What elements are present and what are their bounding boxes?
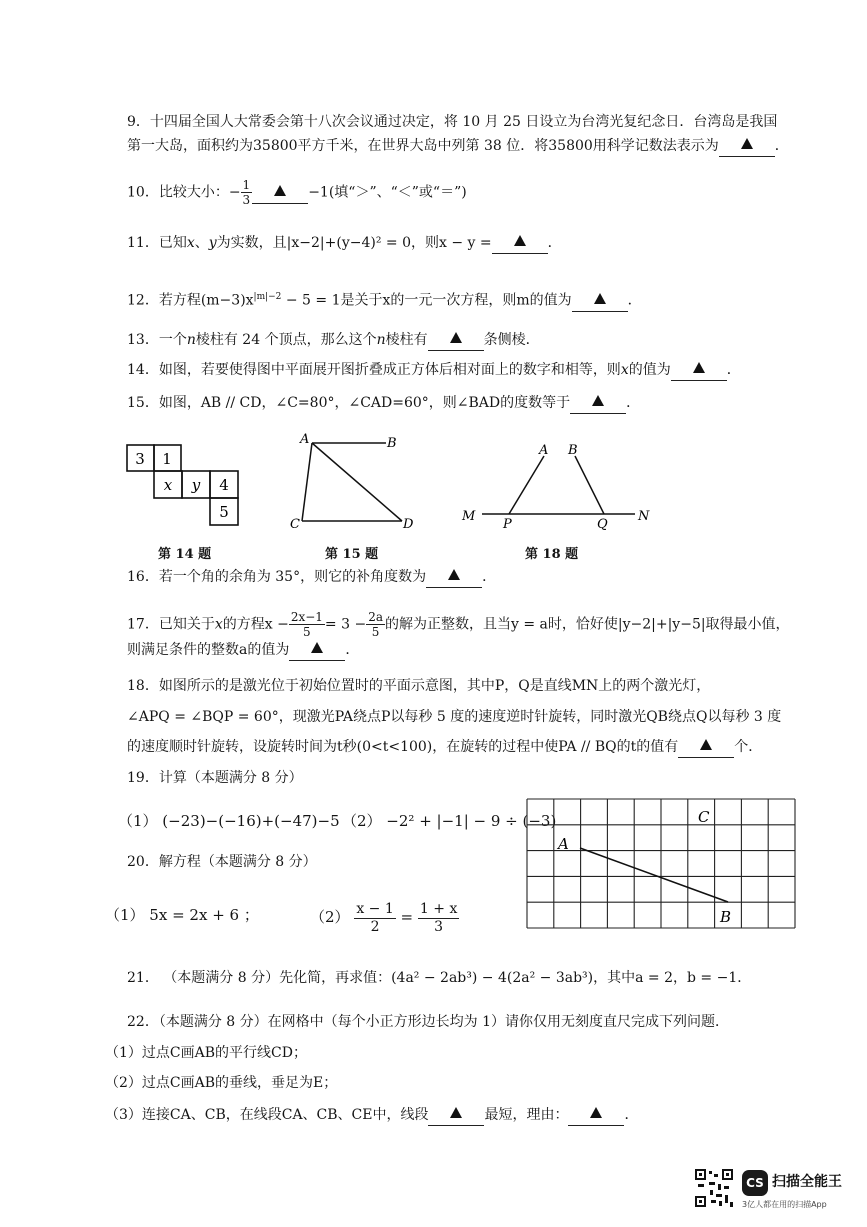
label-a: A xyxy=(300,432,310,447)
triangle-icon xyxy=(590,1107,602,1118)
q13 xyxy=(127,330,540,351)
q10-numerator: 1 xyxy=(242,178,251,192)
q14-text: 14．如图，若要使得图中平面展开图折叠成正方体后相对面上的数字和相等，则 xyxy=(127,362,621,378)
triangle-icon xyxy=(448,569,460,580)
q20-f2-den: 3 xyxy=(434,918,444,935)
grid-label-a: A xyxy=(558,835,569,853)
triangle-icon xyxy=(450,332,462,343)
label-a: A xyxy=(539,443,549,458)
q22-part3-end: ． xyxy=(624,1107,639,1123)
fig18-caption: 第 18 题 xyxy=(525,547,579,562)
q16 xyxy=(127,567,496,588)
triangle-icon xyxy=(700,739,712,750)
q17-tail: 的解为正整数，且当y = a时，恰好使|y−2|+|y−5|取得最小值， xyxy=(384,616,790,633)
q20-title: 20．解方程（本题满分 8 分） xyxy=(127,854,317,870)
label-d: D xyxy=(403,517,414,532)
triangle-icon xyxy=(311,642,323,653)
answer-blank xyxy=(426,567,482,588)
fig15-diagram xyxy=(290,430,420,535)
q10-fraction xyxy=(241,178,253,207)
net-cell: y xyxy=(191,476,201,494)
grid-label-c: C xyxy=(698,808,710,826)
q9-text: 第一大岛，面积约为35800平方千米，在世界大岛中列第 38 位．将35800用科学记数法表示为 xyxy=(127,138,719,154)
fig14-cube-net xyxy=(127,445,242,530)
q17-fraction1 xyxy=(289,610,325,639)
triangle-icon xyxy=(741,138,753,149)
q18-line2: ∠APQ = ∠BQP = 60°，现激光PA绕点P以每秒 5 度的速度逆时针旋转，同时激光QB绕点Q以每秒 3 度 xyxy=(127,709,782,725)
answer-blank xyxy=(570,393,626,414)
q16-end: ． xyxy=(482,569,497,585)
triangle-icon xyxy=(693,362,705,373)
q16-text: 16．若一个角的余角为 35°，则它的补角度数为 xyxy=(127,569,427,585)
q18-line3-text: 的速度顺时针旋转，设旋转时间为t秒(0<t<100)，在旋转的过程中使PA // BQ的t的值有 xyxy=(127,739,679,755)
triangle-icon xyxy=(592,395,604,406)
answer-blank xyxy=(678,737,734,758)
q22-part3-text: （3）连接CA、CB，在线段CA、CB、CE中，线段 xyxy=(105,1107,429,1123)
var-n: n xyxy=(186,332,196,348)
scanner-logo: CS xyxy=(742,1170,768,1196)
q17-fraction2 xyxy=(366,610,385,639)
net-cell: 3 xyxy=(135,450,145,468)
fig18-diagram xyxy=(460,436,660,536)
q20-f1-den: 2 xyxy=(370,918,380,935)
q20-f2-num: 1 + x xyxy=(419,900,458,917)
q13-lead: 13．一个 xyxy=(127,332,187,348)
q22-part3 xyxy=(105,1105,638,1126)
q20-f1-num: x − 1 xyxy=(356,900,394,917)
q17-f1-den: 5 xyxy=(303,625,311,639)
label-b: B xyxy=(387,436,397,451)
q19-part1: （1） (−23)−(−16)+(−47)−5 xyxy=(118,812,340,830)
grid-lines xyxy=(527,799,795,928)
label-p: P xyxy=(503,517,512,532)
q11 xyxy=(127,233,562,254)
q12-exponent: |m|−2 xyxy=(253,292,282,302)
q21: 21． （本题满分 8 分）先化简，再求值：(4a² − 2ab³) − 4(2a² − 3ab³)，其中a = 2，b = −1． xyxy=(127,970,752,986)
grid-label-b: B xyxy=(720,908,732,926)
q20-fraction1 xyxy=(354,901,395,936)
net-cell: 4 xyxy=(219,476,229,494)
q9-line1: 9．十四届全国人大常委会第十八次会议通过决定，将 10 月 25 日设立为台湾光复纪念日．台湾岛是我国 xyxy=(127,114,778,130)
q22-title: 22．（本题满分 8 分）在网格中（每个小正方形边长均为 1）请你仅用无刻度直尺完成下列问题． xyxy=(127,1014,729,1030)
fig14-caption: 第 14 题 xyxy=(158,547,212,562)
q11-end: ． xyxy=(547,235,562,251)
q14-end: ． xyxy=(726,362,741,378)
label-b: B xyxy=(568,443,578,458)
qr-code-icon xyxy=(694,1168,734,1208)
q20-part2 xyxy=(310,900,459,936)
q13-end: 条侧棱． xyxy=(483,332,540,348)
q20-part2-label: （2） xyxy=(310,908,350,926)
q22-part3-mid: 最短，理由： xyxy=(484,1107,569,1123)
q17-f2-num: 2a xyxy=(368,610,383,624)
q15-text: 15．如图，AB // CD，∠C=80°，∠CAD=60°，则∠BAD的度数等于 xyxy=(127,395,571,411)
q22-part1: （1）过点C画AB的平行线CD； xyxy=(105,1045,307,1061)
segment-ab xyxy=(580,848,728,902)
q17-line2-text: 则满足条件的整数a的值为 xyxy=(127,642,290,658)
q17-lead: 17．已知关于 xyxy=(127,616,215,633)
q9-line2 xyxy=(127,136,789,157)
q13-mid: 棱柱有 24 个顶点，那么这个 xyxy=(195,332,377,348)
answer-blank xyxy=(289,640,345,661)
q15-end: ． xyxy=(626,395,641,411)
q17-end: ． xyxy=(345,642,360,658)
q12 xyxy=(127,287,642,312)
triangle-icon xyxy=(514,235,526,246)
var-y: y xyxy=(208,235,217,251)
q17-f2-den: 5 xyxy=(371,625,380,639)
var-x: x xyxy=(214,616,223,633)
q17-line2 xyxy=(127,640,359,661)
q11-sep: 、 xyxy=(194,235,209,251)
grid-figure xyxy=(526,798,796,929)
q18-end: 个． xyxy=(734,739,763,755)
net-cell: 5 xyxy=(219,503,229,521)
q12-end: ． xyxy=(627,292,642,309)
label-q: Q xyxy=(597,517,608,532)
answer-blank xyxy=(492,233,548,254)
q18-line1: 18．如图所示的是激光位于初始位置时的平面示意图，其中P，Q是直线MN上的两个激光灯， xyxy=(127,678,711,694)
answer-blank xyxy=(572,291,628,312)
q11-lead: 11．已知 xyxy=(127,235,187,251)
net-cell: 1 xyxy=(162,450,172,468)
var-x: x xyxy=(620,362,629,378)
q12-lead: 12．若方程(m−3)x xyxy=(127,292,254,309)
label-n: N xyxy=(638,509,650,524)
answer-blank xyxy=(252,183,308,204)
fig15-caption: 第 15 题 xyxy=(325,547,379,562)
q17-f1-num: 2x−1 xyxy=(290,610,323,624)
q10-lead: 10．比较大小：− xyxy=(127,184,241,201)
q10 xyxy=(127,178,467,207)
q17-mid: 的方程x − xyxy=(222,616,289,633)
q17-line1 xyxy=(127,610,790,639)
net-cell: x xyxy=(163,476,173,494)
answer-blank xyxy=(428,1105,484,1126)
q20-part1: （1） 5x = 2x + 6 ； xyxy=(105,906,259,924)
q14-mid: 的值为 xyxy=(628,362,671,378)
triangle-icon xyxy=(274,185,286,196)
scanner-tagline: 3亿人都在用的扫描App xyxy=(742,1200,827,1209)
q19-title: 19．计算（本题满分 8 分） xyxy=(127,770,303,786)
label-c: C xyxy=(290,517,300,532)
q10-tail: −1(填“＞”、“＜”或“＝”) xyxy=(308,184,467,201)
var-x: x xyxy=(186,235,195,251)
triangle-icon xyxy=(594,293,606,304)
label-m: M xyxy=(462,509,476,524)
q19-part2: （2） −2² + |−1| − 9 ÷ (−3) xyxy=(342,812,557,830)
q13-mid2: 棱柱有 xyxy=(385,332,428,348)
q10-denominator: 3 xyxy=(242,193,251,207)
q20-eq: = xyxy=(400,908,414,926)
q14 xyxy=(127,360,741,381)
scanner-name: 扫描全能王 xyxy=(772,1174,842,1190)
answer-blank xyxy=(568,1105,624,1126)
q17-eq: = 3 − xyxy=(324,616,367,633)
answer-blank xyxy=(428,330,484,351)
q11-text: 为实数，且|x−2|+(y−4)² = 0，则x − y = xyxy=(216,235,492,251)
answer-blank xyxy=(719,136,775,157)
answer-blank xyxy=(671,360,727,381)
q20-fraction2 xyxy=(418,901,459,936)
var-n: n xyxy=(376,332,386,348)
q15 xyxy=(127,393,640,414)
q12-text: − 5 = 1是关于x的一元一次方程，则m的值为 xyxy=(281,292,572,309)
triangle-icon xyxy=(450,1107,462,1118)
q22-part2: （2）过点C画AB的垂线，垂足为E； xyxy=(105,1075,338,1091)
q18-line3 xyxy=(127,737,762,758)
q9-end: ． xyxy=(774,138,789,154)
